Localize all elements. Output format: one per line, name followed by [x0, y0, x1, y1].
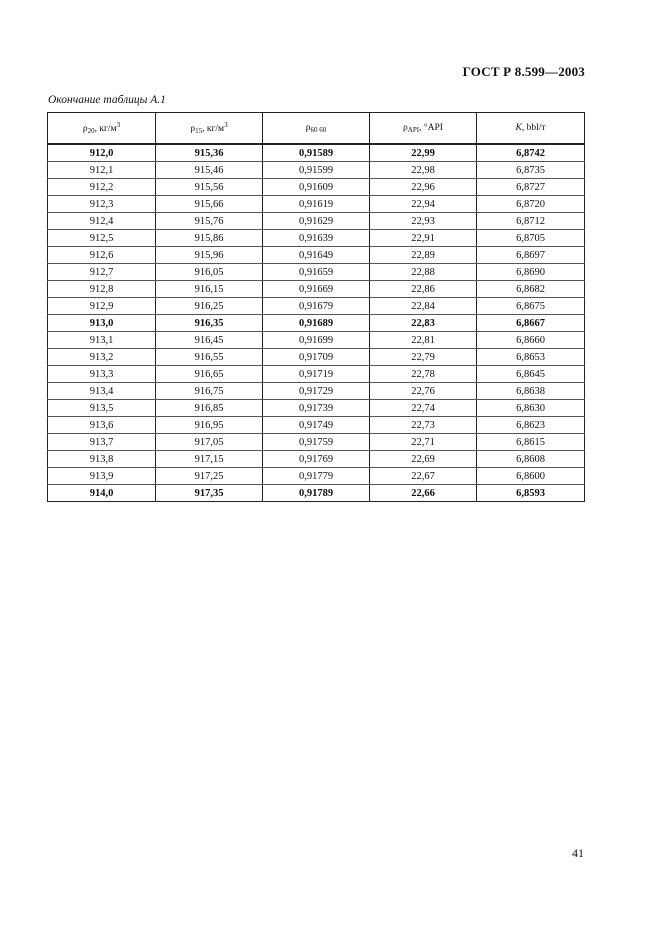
table-cell: 6,8608 [477, 451, 585, 468]
table-cell: 6,8697 [477, 247, 585, 264]
table-cell: 6,8705 [477, 230, 585, 247]
table-cell: 916,75 [156, 383, 263, 400]
table-cell: 916,95 [156, 417, 263, 434]
table-cell: 913,1 [48, 332, 156, 349]
table-cell: 22,89 [370, 247, 477, 264]
table-row [48, 315, 585, 332]
density-table [47, 112, 585, 502]
table-cell: 0,91689 [263, 315, 370, 332]
table-header-row [48, 113, 585, 145]
table-cell: 22,96 [370, 179, 477, 196]
table-row [48, 230, 585, 247]
table-cell: 0,91609 [263, 179, 370, 196]
table-row [48, 349, 585, 366]
table-cell: 916,85 [156, 400, 263, 417]
table-cell: 913,8 [48, 451, 156, 468]
table-cell: 6,8653 [477, 349, 585, 366]
table-cell: 915,96 [156, 247, 263, 264]
table-cell: 912,5 [48, 230, 156, 247]
table-row [48, 468, 585, 485]
table-cell: 22,86 [370, 281, 477, 298]
table-cell: 0,91699 [263, 332, 370, 349]
table-row [48, 332, 585, 349]
table-cell: 0,91659 [263, 264, 370, 281]
table-cell: 913,7 [48, 434, 156, 451]
table-row [48, 247, 585, 264]
table-cell: 912,2 [48, 179, 156, 196]
table-row [48, 366, 585, 383]
table-cell: 915,46 [156, 162, 263, 179]
table-cell: 22,93 [370, 213, 477, 230]
table-cell: 22,66 [370, 485, 477, 502]
table-cell: 912,0 [48, 144, 156, 162]
table-cell: 22,83 [370, 315, 477, 332]
table-caption: Окончание таблицы А.1 [48, 94, 166, 106]
table-cell: 0,91589 [263, 144, 370, 162]
table-cell: 917,05 [156, 434, 263, 451]
table-cell: 6,8600 [477, 468, 585, 485]
table-row [48, 213, 585, 230]
table-row [48, 434, 585, 451]
table-cell: 916,45 [156, 332, 263, 349]
table-cell: 917,15 [156, 451, 263, 468]
table-cell: 0,91779 [263, 468, 370, 485]
table-cell: 917,35 [156, 485, 263, 502]
table-cell: 0,91789 [263, 485, 370, 502]
document-standard-header: ГОСТ Р 8.599—2003 [462, 64, 585, 79]
table-cell: 0,91669 [263, 281, 370, 298]
table-cell: 22,84 [370, 298, 477, 315]
table-row [48, 281, 585, 298]
table-row [48, 144, 585, 162]
table-cell: 912,7 [48, 264, 156, 281]
table-cell: 0,91729 [263, 383, 370, 400]
page-number: 41 [572, 846, 584, 860]
table-cell: 917,25 [156, 468, 263, 485]
table-row [48, 400, 585, 417]
table-cell: 0,91649 [263, 247, 370, 264]
table-cell: 22,74 [370, 400, 477, 417]
table-cell: 22,91 [370, 230, 477, 247]
table-cell: 6,8712 [477, 213, 585, 230]
table-cell: 915,66 [156, 196, 263, 213]
table-cell: 913,2 [48, 349, 156, 366]
table-cell: 0,91769 [263, 451, 370, 468]
table-cell: 912,9 [48, 298, 156, 315]
table-cell: 0,91639 [263, 230, 370, 247]
table-cell: 22,78 [370, 366, 477, 383]
table-cell: 22,69 [370, 451, 477, 468]
table-cell: 916,55 [156, 349, 263, 366]
table-cell: 6,8727 [477, 179, 585, 196]
table-cell: 22,94 [370, 196, 477, 213]
table-cell: 0,91619 [263, 196, 370, 213]
table-cell: 915,86 [156, 230, 263, 247]
table-cell: 22,71 [370, 434, 477, 451]
table-cell: 915,56 [156, 179, 263, 196]
table-cell: 915,76 [156, 213, 263, 230]
column-header-rho20: $\rho_{20}$, $кг/м^3$ [48, 113, 156, 145]
table-cell: 0,91749 [263, 417, 370, 434]
table-cell: 913,3 [48, 366, 156, 383]
table-cell: 915,36 [156, 144, 263, 162]
table-cell: 22,99 [370, 144, 477, 162]
table-row [48, 451, 585, 468]
table-cell: 913,4 [48, 383, 156, 400]
table-row [48, 485, 585, 502]
table-cell: 6,8645 [477, 366, 585, 383]
table-cell: 22,88 [370, 264, 477, 281]
table-cell: 6,8735 [477, 162, 585, 179]
table-cell: 0,91739 [263, 400, 370, 417]
table-row [48, 264, 585, 281]
table-cell: 912,4 [48, 213, 156, 230]
table-cell: 912,3 [48, 196, 156, 213]
table-cell: 22,76 [370, 383, 477, 400]
table-cell: 0,91629 [263, 213, 370, 230]
table-cell: 913,6 [48, 417, 156, 434]
table-cell: 912,8 [48, 281, 156, 298]
table-row [48, 162, 585, 179]
table-row [48, 196, 585, 213]
table-cell: 6,8742 [477, 144, 585, 162]
table-cell: 914,0 [48, 485, 156, 502]
table-cell: 0,91759 [263, 434, 370, 451]
table-cell: 6,8690 [477, 264, 585, 281]
table-cell: 912,1 [48, 162, 156, 179]
table-cell: 6,8615 [477, 434, 585, 451]
table-row [48, 417, 585, 434]
table-cell: 6,8682 [477, 281, 585, 298]
table-cell: 22,98 [370, 162, 477, 179]
table-cell: 916,25 [156, 298, 263, 315]
table-cell: 913,5 [48, 400, 156, 417]
table-row [48, 383, 585, 400]
table-cell: 916,15 [156, 281, 263, 298]
table-cell: 22,81 [370, 332, 477, 349]
table-cell: 6,8623 [477, 417, 585, 434]
table-cell: 6,8720 [477, 196, 585, 213]
column-header-k: K, bbl/т [477, 113, 585, 145]
table-cell: 6,8593 [477, 485, 585, 502]
table-cell: 913,0 [48, 315, 156, 332]
table-cell: 0,91599 [263, 162, 370, 179]
table-cell: 6,8638 [477, 383, 585, 400]
table-cell: 916,65 [156, 366, 263, 383]
table-cell: 6,8675 [477, 298, 585, 315]
table-cell: 6,8630 [477, 400, 585, 417]
table-cell: 0,91709 [263, 349, 370, 366]
table-cell: 913,9 [48, 468, 156, 485]
table-cell: 6,8667 [477, 315, 585, 332]
table-cell: 912,6 [48, 247, 156, 264]
column-header-rho60-60: $\rho_{60 60}$ [263, 113, 370, 145]
table-row [48, 298, 585, 315]
column-header-rho15: $\rho_{15}$, $кг/м^3$ [156, 113, 263, 145]
table-row [48, 179, 585, 196]
table-cell: 6,8660 [477, 332, 585, 349]
table-cell: 0,91719 [263, 366, 370, 383]
table-cell: 22,67 [370, 468, 477, 485]
table-cell: 916,05 [156, 264, 263, 281]
table-cell: 916,35 [156, 315, 263, 332]
table-cell: 0,91679 [263, 298, 370, 315]
table-cell: 22,73 [370, 417, 477, 434]
column-header-rho-api: $\rho_{API}$, °API [370, 113, 477, 145]
table-cell: 22,79 [370, 349, 477, 366]
